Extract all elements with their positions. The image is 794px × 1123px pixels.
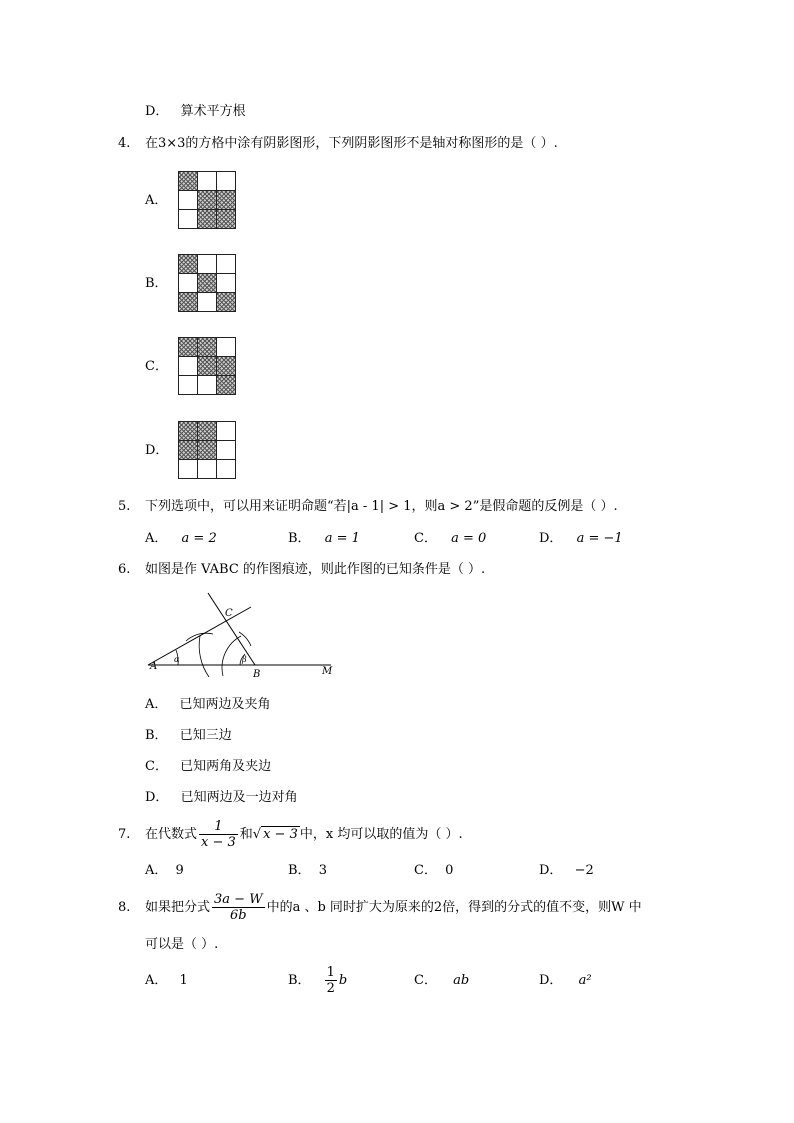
shaded-cell [198, 274, 217, 293]
q4-option-b-grid [178, 254, 236, 312]
shaded-cell [198, 357, 217, 376]
option-letter: B． [288, 973, 311, 988]
empty-cell [179, 191, 198, 210]
q5-option-c [414, 531, 486, 547]
q8-option-a [145, 973, 188, 989]
empty-cell [217, 338, 236, 357]
label-a: A [150, 661, 158, 672]
construction-arc-1 [199, 636, 209, 677]
q4-option-a-grid [178, 171, 236, 229]
q7-number: 7. [118, 827, 131, 842]
q4-option-b-letter: B． [145, 276, 168, 291]
fraction [199, 819, 238, 850]
shaded-cell [198, 441, 217, 460]
shaded-cell [179, 172, 198, 191]
option-letter: A． [145, 863, 168, 878]
option-text: 已知两边及夹角 [179, 697, 271, 712]
fraction-denominator: 6b [229, 908, 247, 923]
q6-option-d [145, 790, 298, 806]
radicand: x − 3 [263, 827, 298, 842]
q5-option-a [145, 531, 217, 547]
empty-cell [179, 376, 198, 395]
shaded-cell [198, 338, 217, 357]
empty-cell [198, 376, 217, 395]
q6-option-a [145, 697, 271, 713]
shaded-cell [198, 210, 217, 229]
shaded-cell [198, 422, 217, 441]
q6-construction-figure [145, 588, 345, 680]
empty-cell [217, 460, 236, 479]
empty-cell [198, 255, 217, 274]
option-text: a = 2 [181, 531, 217, 546]
option-letter: D． [539, 973, 563, 988]
q7-option-d [539, 863, 594, 879]
option-suffix: b [338, 973, 348, 988]
option-letter: A． [145, 973, 168, 988]
q4-option-c-letter: C． [145, 359, 168, 374]
fraction [212, 892, 265, 923]
shaded-cell [179, 441, 198, 460]
option-text: 算术平方根 [180, 104, 246, 119]
stem-text: 和 [239, 827, 253, 842]
q5-stem: 下列选项中，可以用来证明命题“若|a - 1| > 1，则a > 2”是假命题的反例是（ ）. [145, 499, 618, 514]
option-text: a = −1 [576, 531, 623, 546]
option-letter: C． [414, 531, 437, 546]
shaded-cell [217, 376, 236, 395]
option-letter: A． [145, 697, 168, 712]
empty-cell [179, 357, 198, 376]
option-text: 已知两边及一边对角 [180, 790, 298, 805]
shaded-cell [179, 338, 198, 357]
option-letter: B． [145, 728, 168, 743]
q8-option-b [288, 962, 347, 1000]
q3-option-d [145, 104, 246, 120]
empty-cell [217, 172, 236, 191]
option-letter: B． [288, 863, 311, 878]
q7-option-a [145, 863, 184, 879]
fraction-denominator: x − 3 [201, 835, 236, 850]
empty-cell [217, 441, 236, 460]
q4-option-d-letter: D． [145, 443, 169, 458]
q6-number: 6. [118, 562, 131, 577]
empty-cell [217, 422, 236, 441]
option-text: 9 [175, 863, 184, 878]
q8-stem [145, 888, 642, 928]
shaded-cell [217, 191, 236, 210]
option-text: 3 [318, 863, 327, 878]
empty-cell [198, 172, 217, 191]
label-m: M [322, 666, 333, 677]
stem-text: 如果把分式 [145, 900, 211, 915]
shaded-cell [179, 422, 198, 441]
q4-stem: 在3×3的方格中涂有阴影图形，下列阴影图形不是轴对称图形的是（ ）. [145, 136, 558, 151]
option-text: 0 [445, 863, 454, 878]
q8-number: 8. [118, 900, 131, 915]
fraction-numerator: 3a − W [214, 892, 263, 907]
shaded-cell [179, 293, 198, 312]
empty-cell [198, 460, 217, 479]
shaded-cell [198, 191, 217, 210]
q8-option-c [414, 973, 469, 989]
option-letter: D． [145, 790, 169, 805]
construction-arc-2 [222, 636, 241, 676]
q4-option-c-grid [178, 337, 236, 395]
option-letter: C． [414, 973, 437, 988]
shaded-cell [217, 357, 236, 376]
q7-option-c [414, 863, 453, 879]
empty-cell [198, 293, 217, 312]
square-root: √ x − 3 [252, 827, 298, 842]
option-text: 已知三边 [179, 728, 232, 743]
option-text: a² [578, 973, 592, 988]
label-beta: β [242, 655, 247, 664]
option-text: ab [453, 973, 470, 988]
q6-option-b [145, 728, 232, 744]
q8-option-d [539, 973, 592, 989]
empty-cell [179, 210, 198, 229]
label-b: B [253, 669, 261, 680]
label-c: C [225, 608, 233, 619]
q4-option-a-letter: A． [145, 193, 168, 208]
stem-text: 中的a 、b 同时扩大为原来的2倍，得到的分式的值不变，则W 中 [266, 900, 642, 915]
empty-cell [217, 274, 236, 293]
ray-bc [208, 593, 255, 665]
empty-cell [217, 255, 236, 274]
q7-option-b [288, 863, 327, 879]
shaded-cell [217, 293, 236, 312]
option-text: 1 [179, 973, 188, 988]
option-letter: D． [539, 531, 563, 546]
option-letter: B． [288, 531, 311, 546]
q6-stem: 如图是作 VABC 的作图痕迹，则此作图的已知条件是（ ）. [145, 562, 486, 577]
option-letter: A． [145, 531, 168, 546]
option-letter: C． [145, 759, 168, 774]
option-letter: C． [414, 863, 437, 878]
option-text: −2 [574, 863, 594, 878]
q4-option-d-grid [178, 421, 236, 479]
fraction-denominator: 2 [326, 981, 335, 996]
label-alpha: α [174, 655, 180, 664]
fraction [325, 965, 337, 996]
empty-cell [179, 460, 198, 479]
shaded-cell [217, 210, 236, 229]
q8-stem-line2: 可以是（ ）. [145, 937, 219, 952]
stem-text: 在代数式 [145, 827, 198, 842]
fraction-numerator: 1 [199, 819, 238, 835]
option-letter: D． [539, 863, 563, 878]
q7-stem [145, 815, 463, 855]
option-text: 已知两角及夹边 [180, 759, 272, 774]
q4-number: 4. [118, 136, 131, 151]
q6-option-c [145, 759, 271, 775]
fraction-numerator: 1 [326, 965, 335, 980]
option-text: a = 0 [451, 531, 487, 546]
q5-option-b [288, 531, 360, 547]
q5-option-d [539, 531, 623, 547]
stem-text: 中，x 均可以取的值为（ ）. [299, 827, 463, 842]
q5-number: 5. [118, 499, 131, 514]
empty-cell [179, 274, 198, 293]
option-letter: D． [145, 104, 169, 119]
shaded-cell [179, 255, 198, 274]
option-text: a = 1 [324, 531, 360, 546]
